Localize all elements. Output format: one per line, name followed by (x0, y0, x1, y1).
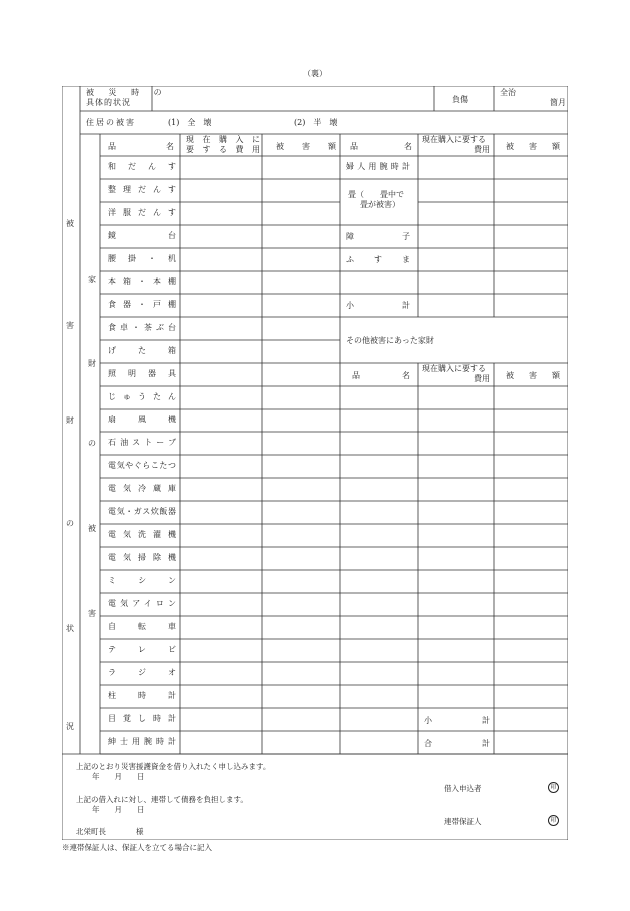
guarantor-seal-icon: 印 (548, 815, 559, 826)
page-side-label: （裏） (303, 69, 327, 78)
left-item-24: 柱時計 (108, 691, 176, 700)
left-item-2: 整理だんす (108, 185, 176, 194)
option-half-destruction[interactable]: (2) 半 壊 (294, 118, 338, 127)
guarantee-text: 上記の借入れに対し、連帯して債務を負担します。 (76, 795, 248, 804)
full-recovery-label: 全治 (500, 88, 516, 97)
application-form (62, 86, 568, 840)
right-item-womens-watch: 婦人用腕時計 (346, 162, 410, 171)
months-label: 箇月 (550, 98, 566, 107)
right-item-other-damaged: その他被害にあった家財 (346, 336, 434, 345)
col-damage-amount-right-2: 被害額 (506, 371, 560, 380)
kazai-label-2: 財 (88, 359, 96, 368)
left-item-9: げた箱 (108, 346, 176, 355)
side-label-3: 財 (66, 416, 74, 425)
left-item-20: 電気アイロン (108, 599, 176, 608)
left-item-6: 本箱・本棚 (108, 277, 176, 286)
left-item-5: 腰掛・机 (108, 254, 176, 263)
side-label-6: 況 (66, 722, 74, 731)
col-item-name: 品名 (108, 142, 174, 151)
left-item-11: じゅうたん (108, 392, 176, 401)
left-item-14: 電気やぐらこたつ (108, 461, 176, 470)
left-item-22: テレビ (108, 645, 176, 654)
col-damage-amount-right: 被害額 (506, 142, 560, 151)
left-item-3: 洋服だんす (108, 208, 176, 217)
injury-label: 負傷 (452, 95, 468, 104)
kazai-label-1: 家 (88, 275, 96, 284)
left-item-12: 扇風機 (108, 415, 176, 424)
col-purchase-cost-right: 現在購入に要する 費用 (422, 135, 490, 154)
side-label-1: 被 (66, 219, 74, 228)
left-item-16: 電気・ガス炊飯器 (108, 507, 176, 516)
right-item-shoji: 障子 (346, 232, 410, 241)
right-item-fusuma: ふすま (346, 255, 410, 264)
left-item-26: 紳士用腕時計 (108, 737, 176, 746)
guarantee-date[interactable]: 年 月 日 (92, 805, 145, 814)
left-item-23: ラジオ (108, 668, 176, 677)
left-item-18: 電気掃除機 (108, 553, 176, 562)
kazai-label-3: の (88, 439, 96, 448)
right-total: 合計 (424, 739, 490, 748)
borrower-seal-icon: 印 (548, 782, 559, 793)
left-item-19: ミシン (108, 576, 176, 585)
col-damage-amount: 被害額 (276, 142, 336, 151)
side-label-4: の (66, 519, 74, 528)
option-full-destruction[interactable]: (1) 全 壊 (168, 118, 212, 127)
left-item-4: 鏡台 (108, 231, 176, 240)
left-item-7: 食器・戸棚 (108, 300, 176, 309)
col-item-name-right: 品名 (350, 142, 412, 151)
left-item-1: 和だんす (108, 162, 176, 171)
left-item-8: 食卓・茶ぶ台 (108, 323, 176, 332)
left-item-13: 石油ストーブ (108, 438, 176, 447)
borrower-label: 借入申込者 (444, 784, 482, 793)
col-purchase-cost: 現在購入に 要する費用 (186, 135, 260, 154)
left-item-17: 電気洗濯機 (108, 530, 176, 539)
disaster-situation-label: 被 災 時 の 具体的状況 (86, 88, 168, 107)
left-item-25: 目覚し時計 (108, 714, 176, 723)
residence-damage-label: 住居の被害 (86, 118, 136, 127)
col-item-name-right-2: 品名 (352, 371, 410, 380)
left-item-15: 電気冷蔵庫 (108, 484, 176, 493)
left-item-10: 照明器具 (108, 369, 176, 378)
side-label-2: 害 (66, 321, 74, 330)
side-label-5: 状 (66, 624, 74, 633)
addressee: 北栄町長 様 (76, 827, 144, 836)
kazai-label-4: 被 (88, 524, 96, 533)
application-text: 上記のとおり災害援護資金を借り入れたく申し込みます。 (76, 762, 271, 771)
kazai-label-5: 害 (88, 609, 96, 618)
guarantor-note: ※連帯保証人は、保証人を立てる場合に記入 (62, 843, 212, 852)
right-item-subtotal: 小計 (346, 301, 410, 310)
application-date[interactable]: 年 月 日 (92, 772, 145, 781)
col-purchase-cost-right-2: 現在購入に要する 費用 (422, 364, 490, 383)
guarantor-label: 連帯保証人 (444, 817, 482, 826)
left-item-21: 自転車 (108, 622, 176, 631)
right-subtotal-2: 小計 (424, 716, 490, 725)
right-item-tatami: 畳（ 畳中で 畳が被害） (348, 190, 404, 209)
